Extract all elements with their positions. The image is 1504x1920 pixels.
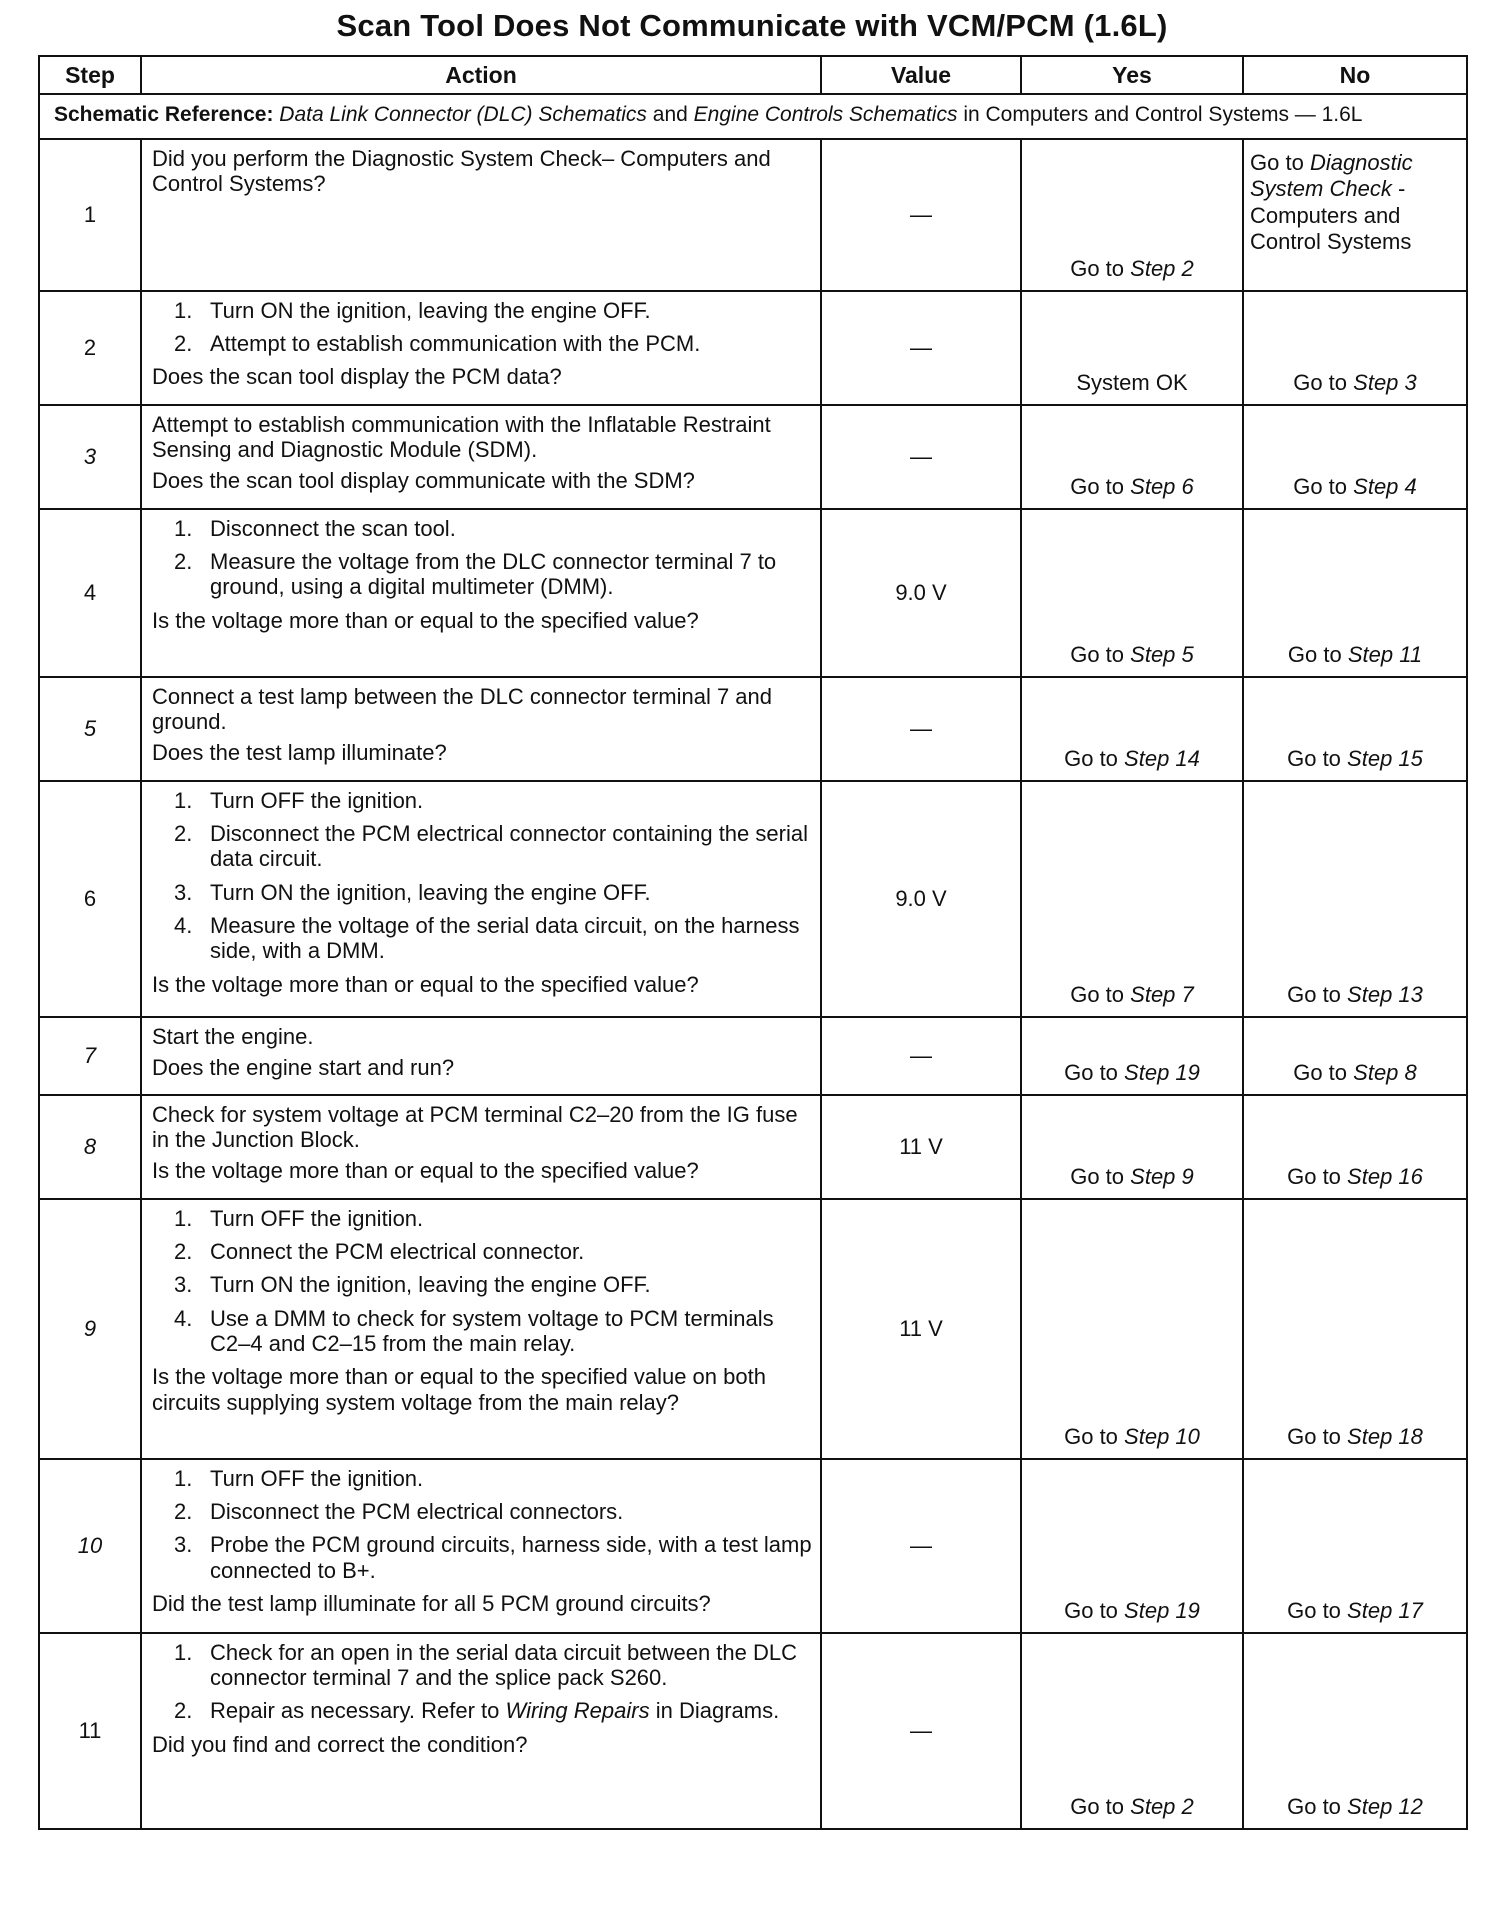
yes-step-link: Step 6 — [1130, 474, 1194, 500]
yes-step-link: Step 19 — [1124, 1060, 1200, 1086]
schematic-and: and — [652, 103, 688, 126]
yes-step-link: Step 2 — [1130, 1794, 1194, 1820]
action-cell — [141, 677, 821, 781]
value-cell: 9.0 V — [821, 509, 1021, 677]
action-question: Does the scan tool display the PCM data? — [152, 364, 562, 390]
action-item: 3. Probe the PCM ground circuits, harness side, with a test lamp connected to B+. — [174, 1532, 812, 1583]
action-question: Does the engine start and run? — [152, 1055, 455, 1081]
header-step: Step — [39, 56, 141, 94]
no-step-link: Step 16 — [1347, 1164, 1423, 1190]
yes-step-link: Step 14 — [1124, 746, 1200, 772]
header-no: No — [1243, 56, 1467, 94]
table-row — [39, 1095, 1467, 1199]
value-cell: — — [821, 291, 1021, 405]
action-text: Attempt to establish communication with the Inflatable Restraint Sensing and Diagnostic Module (SDM). — [152, 411, 771, 463]
step-number: 6 — [39, 781, 141, 1017]
yes-cell: Go to Step 9 — [1021, 1095, 1243, 1199]
value-cell: 9.0 V — [821, 781, 1021, 1017]
action-item: 2. Attempt to establish communication with the PCM. — [174, 331, 701, 357]
table-row — [39, 139, 1467, 291]
action-cell — [141, 405, 821, 509]
no-cell — [1243, 139, 1467, 291]
action-cell — [141, 781, 821, 1017]
step-number: 3 — [39, 405, 141, 509]
header-value: Value — [821, 56, 1021, 94]
no-go-to: Go to — [1250, 149, 1304, 175]
yes-cell: Go to Step 2 — [1021, 1633, 1243, 1829]
action-item: 1. Turn OFF the ignition. — [174, 1205, 424, 1231]
action-question: Does the scan tool display communicate with the SDM? — [152, 468, 695, 494]
table-row — [39, 405, 1467, 509]
no-step-link: Step 4 — [1353, 474, 1417, 500]
action-item: 2. Disconnect the PCM electrical connector containing the serial data circuit. — [174, 821, 808, 872]
action-item: 1. Check for an open in the serial data circuit between the DLC connector terminal 7 and the splice pack S260. — [174, 1639, 797, 1691]
schematic-reference — [39, 94, 1467, 139]
action-item: 4. Measure the voltage of the serial data circuit, on the harness side, with a DMM. — [174, 912, 800, 964]
step-number: 2 — [39, 291, 141, 405]
action-item: 3. Turn ON the ignition, leaving the engine OFF. — [174, 879, 651, 905]
yes-step-link: Step 19 — [1124, 1598, 1200, 1624]
action-question: Did the test lamp illuminate for all 5 PCM ground circuits? — [152, 1590, 711, 1616]
action-item: 1. Turn ON the ignition, leaving the engine OFF. — [174, 297, 651, 323]
table-row — [39, 781, 1467, 1017]
header-action: Action — [141, 56, 821, 94]
header-row — [39, 56, 1467, 94]
step-number: 4 — [39, 509, 141, 677]
wiring-repairs-ref: Wiring Repairs — [505, 1698, 650, 1724]
yes-step-link: Step 9 — [1130, 1164, 1194, 1190]
step-number: 9 — [39, 1199, 141, 1459]
go-to-label: Go to — [1070, 256, 1125, 282]
yes-cell: Go to Step 14 — [1021, 677, 1243, 781]
yes-cell: Go to Step 19 — [1021, 1017, 1243, 1095]
table-row — [39, 509, 1467, 677]
action-cell — [141, 291, 821, 405]
action-cell — [141, 1199, 821, 1459]
table-row — [39, 1633, 1467, 1829]
action-item: 1. Turn OFF the ignition. — [174, 787, 424, 813]
action-cell — [141, 1095, 821, 1199]
no-step-link: Step 12 — [1347, 1794, 1423, 1820]
step-number: 1 — [39, 139, 141, 291]
action-question: Is the voltage more than or equal to the specified value? — [152, 1158, 699, 1184]
table-row — [39, 1199, 1467, 1459]
action-item: 2. Connect the PCM electrical connector. — [174, 1239, 585, 1265]
yes-step-link: Step 10 — [1124, 1424, 1200, 1450]
no-cell: Go to Step 8 — [1243, 1017, 1467, 1095]
action-question: Is the voltage more than or equal to the specified value? — [152, 971, 699, 997]
action-cell — [141, 1459, 821, 1633]
no-cell: Go to Step 16 — [1243, 1095, 1467, 1199]
no-step-link: Step 8 — [1353, 1060, 1417, 1086]
no-cell: Go to Step 3 — [1243, 291, 1467, 405]
no-ref-tail: - Computers and Control Systems — [1250, 176, 1412, 254]
yes-cell: Go to Step 10 — [1021, 1199, 1243, 1459]
yes-step-link: Step 5 — [1130, 642, 1194, 668]
schematic-ref-engine: Engine Controls Schematics — [693, 103, 958, 126]
yes-cell: Go to Step 19 — [1021, 1459, 1243, 1633]
value-cell: — — [821, 1633, 1021, 1829]
action-item: 3. Turn ON the ignition, leaving the engine OFF. — [174, 1272, 651, 1298]
no-cell: Go to Step 17 — [1243, 1459, 1467, 1633]
action-item: 2. Repair as necessary. Refer to Wiring Repairs in Diagrams. — [174, 1698, 780, 1724]
header-yes: Yes — [1021, 56, 1243, 94]
action-cell — [141, 1017, 821, 1095]
no-step-link: Step 18 — [1347, 1424, 1423, 1450]
action-question: Does the test lamp illuminate? — [152, 740, 447, 766]
action-item: 2. Measure the voltage from the DLC connector terminal 7 to ground, using a digital multimeter (DMM). — [174, 549, 777, 600]
no-step-link: Step 15 — [1347, 746, 1423, 772]
yes-cell — [1021, 139, 1243, 291]
table-row — [39, 1017, 1467, 1095]
yes-cell: System OK — [1021, 291, 1243, 405]
action-text: Did you perform the Diagnostic System Check– Computers and Control Systems? — [152, 145, 771, 197]
value-cell: — — [821, 677, 1021, 781]
action-question: Is the voltage more than or equal to the specified value? — [152, 607, 699, 633]
schematic-label: Schematic Reference: — [54, 103, 274, 126]
yes-step-link: Step 2 — [1130, 256, 1194, 282]
value-cell: — — [821, 139, 1021, 291]
no-cell: Go to Step 12 — [1243, 1633, 1467, 1829]
action-item: 1. Disconnect the scan tool. — [174, 515, 456, 541]
value-cell: 11 V — [821, 1095, 1021, 1199]
diagnostic-table — [38, 55, 1468, 1830]
action-item: 1. Turn OFF the ignition. — [174, 1465, 424, 1491]
action-item: 4. Use a DMM to check for system voltage to PCM terminals C2–4 and C2–15 from the main relay. — [174, 1305, 774, 1356]
step-number: 8 — [39, 1095, 141, 1199]
action-text: Connect a test lamp between the DLC connector terminal 7 and ground. — [152, 683, 773, 735]
value-cell: — — [821, 1017, 1021, 1095]
no-cell: Go to Step 4 — [1243, 405, 1467, 509]
no-cell: Go to Step 15 — [1243, 677, 1467, 781]
yes-step-link: Step 7 — [1130, 982, 1194, 1008]
no-cell: Go to Step 13 — [1243, 781, 1467, 1017]
no-ref-link: Diagnostic System Check — [1250, 149, 1413, 202]
action-cell — [141, 139, 821, 291]
action-cell — [141, 1633, 821, 1829]
action-text: Check for system voltage at PCM terminal C2–20 from the IG fuse in the Junction Block. — [152, 1101, 798, 1153]
value-cell: 11 V — [821, 1199, 1021, 1459]
step-number: 10 — [39, 1459, 141, 1633]
value-cell: — — [821, 1459, 1021, 1633]
action-text: Start the engine. — [152, 1023, 314, 1049]
table-row — [39, 677, 1467, 781]
no-step-link: Step 3 — [1353, 370, 1417, 396]
action-question: Is the voltage more than or equal to the specified value on both circuits supplying system voltage from the main relay? — [152, 1364, 766, 1415]
yes-cell: Go to Step 5 — [1021, 509, 1243, 677]
action-item: 2. Disconnect the PCM electrical connectors. — [174, 1499, 624, 1525]
action-question: Did you find and correct the condition? — [152, 1731, 528, 1757]
step-number: 7 — [39, 1017, 141, 1095]
action-cell — [141, 509, 821, 677]
page-title: Scan Tool Does Not Communicate with VCM/PCM (1.6L) — [336, 8, 1168, 43]
step-number: 11 — [39, 1633, 141, 1829]
value-cell: — — [821, 405, 1021, 509]
table-row — [39, 291, 1467, 405]
schematic-tail: in Computers and Control Systems — 1.6L — [963, 103, 1363, 126]
table-row — [39, 1459, 1467, 1633]
step-number: 5 — [39, 677, 141, 781]
no-cell: Go to Step 18 — [1243, 1199, 1467, 1459]
yes-cell: Go to Step 7 — [1021, 781, 1243, 1017]
no-step-link: Step 17 — [1347, 1598, 1423, 1624]
yes-cell: Go to Step 6 — [1021, 405, 1243, 509]
schematic-row — [39, 94, 1467, 139]
schematic-ref-dlc: Data Link Connector (DLC) Schematics — [279, 103, 647, 126]
no-step-link: Step 13 — [1347, 982, 1423, 1008]
no-step-link: Step 11 — [1347, 642, 1423, 668]
no-cell: Go to Step 11 — [1243, 509, 1467, 677]
